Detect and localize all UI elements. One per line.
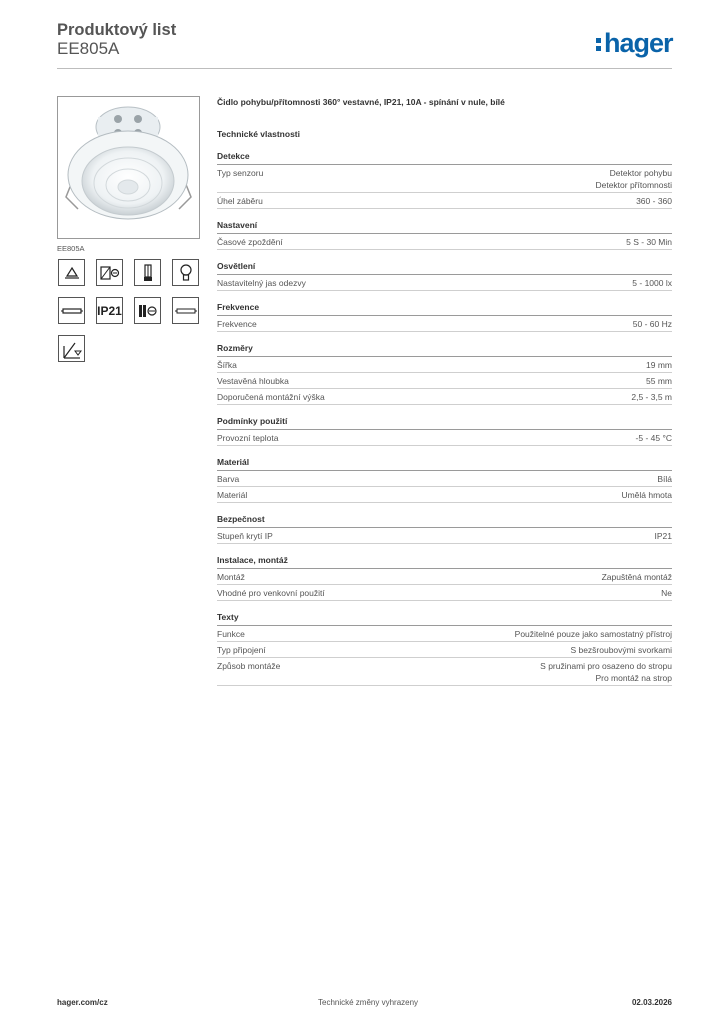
spec-group-title: Podmínky použití [217,416,672,430]
product-code: EE805A [57,39,120,58]
spec-label: Stupeň krytí IP [217,531,273,541]
spec-value-line: -5 - 45 °C [635,433,672,443]
spec-row [217,234,672,250]
spec-label: Barva [217,474,240,484]
spec-label: Časové zpoždění [217,237,283,247]
spec-value-line: 2,5 - 3,5 m [631,392,672,402]
spec-group [217,302,672,332]
spec-value [621,489,672,501]
spec-value-line: Ne [661,588,672,598]
spec-row [217,585,672,601]
spec-label: Způsob montáže [217,661,281,671]
spec-label: Vestavěná hloubka [217,376,289,386]
ip-rating-icon [96,297,123,324]
logo-dots [596,33,602,53]
fluorescent-lamp-icon [134,259,161,286]
spec-group-title: Materiál [217,457,672,471]
spec-value [602,571,672,583]
spec-value [626,236,672,248]
spec-group [217,514,672,544]
spec-value-line: Použitelné pouze jako samostatný přístroj [514,629,672,639]
ceiling-height-icon [58,335,85,362]
spec-group [217,457,672,503]
spec-row [217,373,672,389]
spec-value-line: Umělá hmota [621,490,672,500]
incandescent-bulb-icon [172,259,199,286]
motion-detector-icon [134,297,161,324]
spec-group [217,416,672,446]
spec-value-line: Pro montáž na strop [595,673,672,683]
spec-row [217,193,672,209]
spec-row [217,471,672,487]
spec-label: Šířka [217,360,237,370]
spec-group-title: Nastavení [217,220,672,234]
product-image [57,96,200,239]
spec-value-line: Zapuštěná montáž [601,572,672,582]
spec-group [217,220,672,250]
spec-value [515,628,672,640]
spec-group-title: Rozměry [217,343,672,357]
spec-label: Vhodné pro venkovní použití [217,588,325,598]
footer-date: 02.03.2026 [631,998,672,1007]
spec-label: Provozní teplota [217,433,279,443]
hager-logo[interactable] [596,28,673,59]
product-description: Čidlo pohybu/přítomnosti 360° vestavné, IP21, 10A - spínání v nule, bílé [217,97,505,107]
spec-value-line: S bezšroubovými svorkami [570,645,672,655]
spec-value [657,473,672,485]
spec-label: Funkce [217,629,245,639]
technical-properties-heading: Technické vlastnosti [217,129,300,139]
spec-row [217,569,672,585]
spec-group [217,612,672,686]
spec-group-title: Texty [217,612,672,626]
page-title: Produktový list [57,21,177,39]
spec-value [655,530,673,542]
logo-text: hager [604,28,673,58]
spec-row [217,528,672,544]
spec-label: Typ připojení [217,645,266,655]
image-caption: EE805A [57,244,85,253]
spec-value [540,660,672,684]
spec-row [217,430,672,446]
spec-value-line: Detektor pohybu [609,168,672,178]
spec-row [217,357,672,373]
spec-group-title: Frekvence [217,302,672,316]
spec-value [636,432,672,444]
spec-label: Frekvence [217,319,257,329]
spec-value-line: IP21 [654,531,672,541]
spec-value-line: Detektor přítomnosti [595,180,672,190]
spec-row [217,275,672,291]
spec-row [217,316,672,332]
spec-row [217,165,672,193]
spec-value-line: Bílá [657,474,672,484]
spec-value [661,587,672,599]
spec-label: Materiál [217,490,248,500]
spec-group [217,151,672,209]
spec-value [632,277,672,289]
footer-notice: Technické změny vyhrazeny [318,998,419,1007]
spec-groups [217,151,672,686]
spec-content [217,96,672,686]
linear-lamp-icon [58,297,85,324]
spec-value [633,318,672,330]
spec-group-title: Instalace, montáž [217,555,672,569]
spec-group-title: Detekce [217,151,672,165]
spec-value-line: S pružinami pro osazeno do stropu [540,661,672,671]
spec-label: Typ senzoru [217,168,264,178]
spec-value [631,391,672,403]
spec-row [217,487,672,503]
spec-group [217,261,672,291]
lamp-dimming-icon [96,259,123,286]
spec-row [217,626,672,642]
spec-value-line: 55 mm [646,376,672,386]
spec-value [570,644,672,656]
spec-label: Nastavitelný jas odezvy [217,278,306,288]
spec-value-line: 5 S - 30 Min [626,237,672,247]
spec-label: Úhel záběru [217,196,263,206]
spec-group-title: Bezpečnost [217,514,672,528]
header-divider [57,68,672,69]
spec-row [217,642,672,658]
spec-value [595,167,672,191]
ip-rating-label: IP21 [97,303,122,318]
ceiling-mount-icon [58,259,85,286]
tube-lamp-icon [172,297,199,324]
spec-value [646,375,672,387]
spec-value [646,359,672,371]
footer-website[interactable]: hager.com/cz [57,998,108,1007]
spec-value-line: 19 mm [646,360,672,370]
spec-value-line: 50 - 60 Hz [632,319,672,329]
spec-row [217,389,672,405]
spec-row [217,658,672,686]
spec-label: Doporučená montážní výška [217,392,325,402]
spec-group [217,343,672,405]
spec-value [636,195,672,207]
spec-group [217,555,672,601]
spec-value-line: 5 - 1000 lx [632,278,672,288]
spec-value-line: 360 - 360 [636,196,672,206]
spec-label: Montáž [217,572,245,582]
spec-group-title: Osvětlení [217,261,672,275]
